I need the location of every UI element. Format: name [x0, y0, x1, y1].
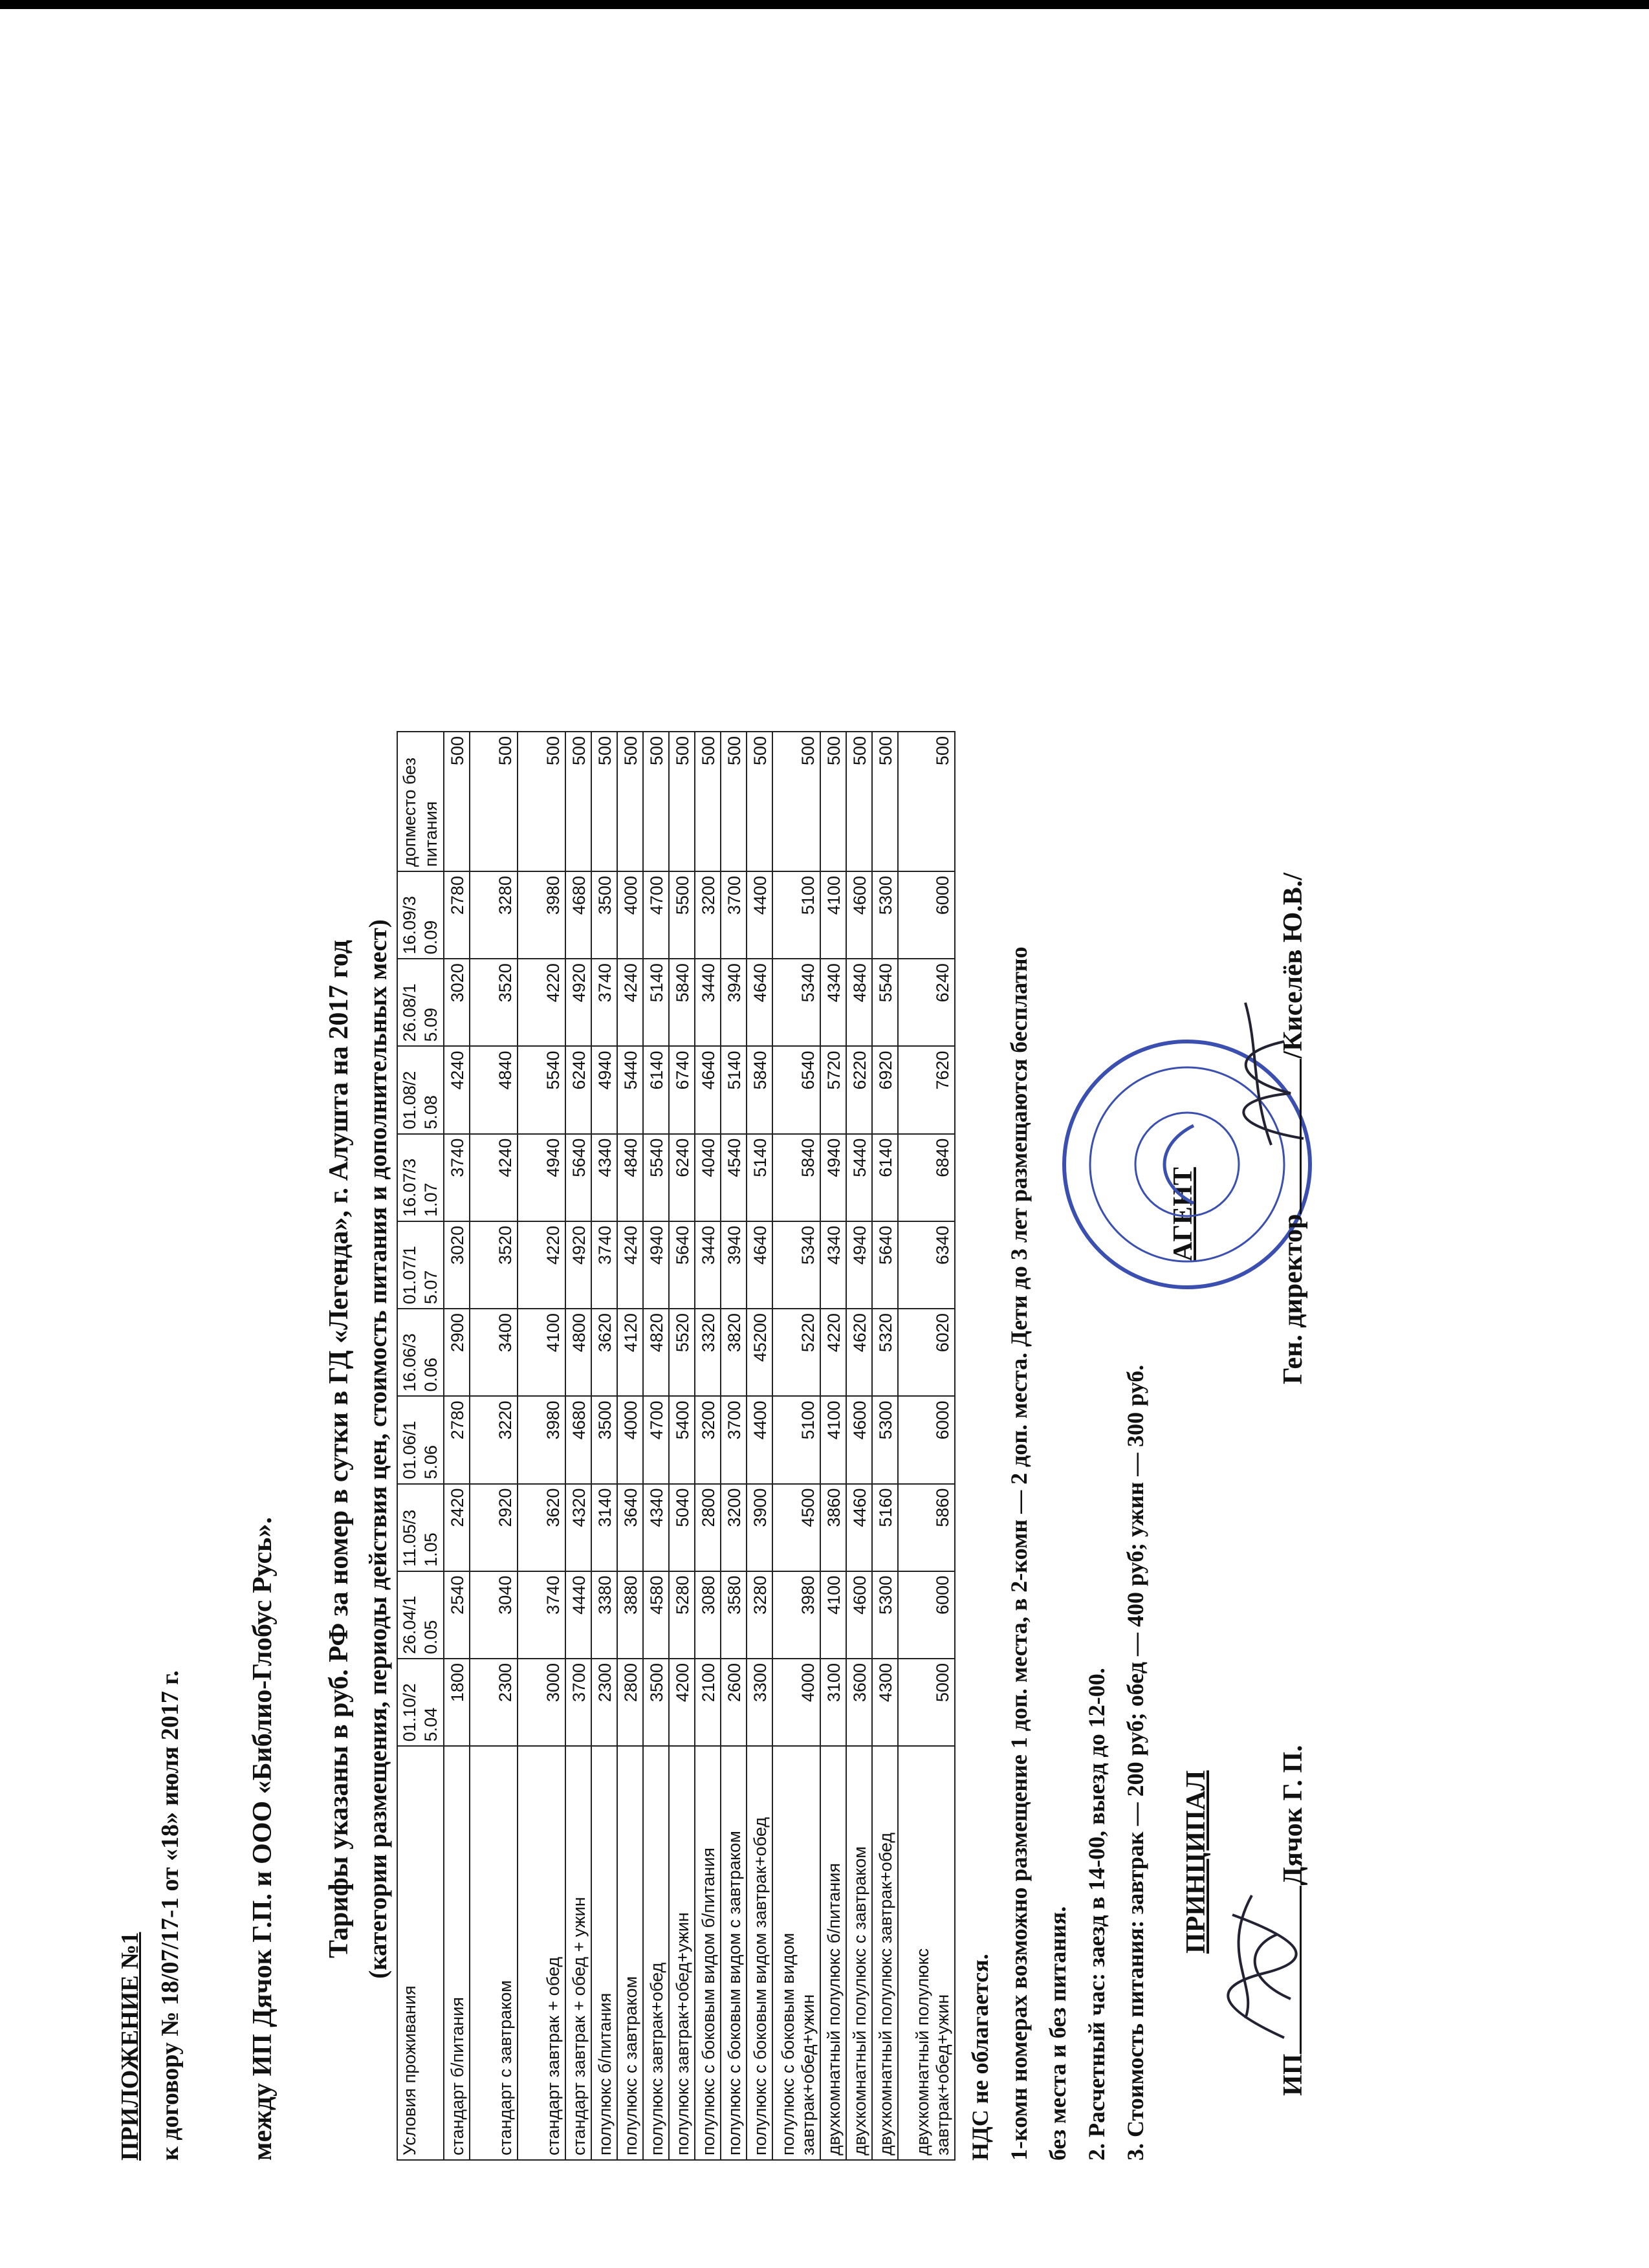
rotated-document: [110, 91, 1533, 2161]
room-condition-cell: [747, 1746, 772, 2160]
price-cell: 6340: [898, 1221, 955, 1309]
room-condition-text: полулюкс с завтраком: [621, 1976, 640, 2155]
price-cell: 500: [772, 732, 820, 871]
price-cell: 500: [518, 732, 565, 871]
note-2: 2. Расчетный час: заезд в 14-00, выезд до 12-00.: [1084, 1668, 1109, 2161]
price-cell: 500: [565, 732, 591, 871]
price-cell: 500: [820, 732, 846, 871]
price-cell: 3500: [643, 1659, 669, 1746]
price-cell: 2800: [617, 1659, 643, 1746]
room-condition-cell: [721, 1746, 747, 2160]
price-cell: 4240: [617, 1221, 643, 1309]
price-cell: 4200: [669, 1659, 695, 1746]
price-cell: 500: [721, 732, 747, 871]
price-cell: 4220: [518, 1221, 565, 1309]
period-column-header: 16.06/3 0.06: [397, 1309, 444, 1396]
price-cell: 4820: [643, 1309, 669, 1396]
price-cell: 6140: [872, 1134, 898, 1221]
price-cell: 4500: [772, 1484, 820, 1571]
price-cell: 4840: [470, 1046, 518, 1133]
room-condition-cell: [444, 1746, 470, 2160]
tariff-title: Тарифы указаны в руб. РФ за номер в сутки в ГД «Легенда», г. Алушта на 2017 год: [324, 940, 354, 1958]
room-condition-cell: [772, 1746, 820, 2160]
price-cell: 3100: [820, 1659, 846, 1746]
price-cell: 1800: [444, 1659, 470, 1746]
price-cell: 4940: [846, 1221, 872, 1309]
table-row: [470, 732, 518, 2160]
extra-bed-column-header: допместо без питания: [397, 732, 444, 871]
price-cell: 6240: [669, 1134, 695, 1221]
agent-name: /Киселёв Ю.В./: [1278, 873, 1308, 1059]
notes-block: [961, 705, 1155, 2161]
vat-note: НДС не облагается.: [967, 1954, 993, 2161]
price-cell: 5440: [617, 1046, 643, 1133]
table-row: [518, 732, 565, 2160]
room-condition-text: полулюкс с боковым видом завтрак+обед: [750, 1817, 770, 2155]
price-cell: 2800: [695, 1484, 721, 1571]
room-condition-text: завтрак+обед+ужин: [798, 1994, 818, 2155]
table-row: [872, 732, 898, 2160]
price-cell: 3740: [444, 1134, 470, 1221]
price-cell: 4940: [591, 1046, 617, 1133]
price-cell: 2600: [721, 1659, 747, 1746]
price-cell: 5720: [820, 1046, 846, 1133]
price-cell: 6220: [846, 1046, 872, 1133]
table-row: [898, 732, 955, 2160]
price-cell: 3080: [695, 1571, 721, 1659]
room-condition-text: двухкомнатный полулюкс: [913, 1948, 932, 2155]
room-condition-text: стандарт б/питания: [448, 1997, 467, 2155]
room-condition-text: двухкомнатный полулюкс б/питания: [824, 1863, 844, 2155]
table-row: [591, 732, 617, 2160]
price-cell: 5300: [872, 1396, 898, 1483]
parties-line: между ИП Дячок Г.П. и ООО «Библио-Глобус Русь».: [248, 1517, 278, 2161]
price-cell: 6240: [565, 1046, 591, 1133]
scan-top-edge: [0, 0, 1649, 9]
period-column-header: 26.08/1 5.09: [397, 959, 444, 1046]
price-cell: 3500: [591, 871, 617, 959]
price-cell: 3740: [591, 959, 617, 1046]
agent-prefix: Ген. директор: [1278, 1214, 1308, 1384]
price-cell: 4840: [617, 1134, 643, 1221]
price-cell: 500: [643, 732, 669, 871]
price-cell: 3580: [721, 1571, 747, 1659]
price-cell: 4100: [518, 1309, 565, 1396]
price-cell: 3620: [518, 1484, 565, 1571]
price-cell: 3280: [470, 871, 518, 959]
price-cell: 500: [872, 732, 898, 871]
price-cell: 4940: [643, 1221, 669, 1309]
price-cell: 6240: [898, 959, 955, 1046]
period-column-header: 01.10/2 5.04: [397, 1659, 444, 1746]
price-cell: 5300: [872, 1571, 898, 1659]
price-cell: 3700: [721, 1396, 747, 1483]
price-cell: 5000: [898, 1659, 955, 1746]
price-cell: 5500: [669, 871, 695, 959]
price-cell: 3380: [591, 1571, 617, 1659]
price-cell: 4600: [846, 1571, 872, 1659]
price-cell: 4580: [643, 1571, 669, 1659]
room-condition-cell: [565, 1746, 591, 2160]
price-cell: 5140: [643, 959, 669, 1046]
annex-title: ПРИЛОЖЕНИЕ №1: [116, 1932, 144, 2161]
price-cell: 2780: [444, 1396, 470, 1483]
price-cell: 3220: [470, 1396, 518, 1483]
price-cell: 6000: [898, 1571, 955, 1659]
price-cell: 4100: [820, 1396, 846, 1483]
price-cell: 500: [470, 732, 518, 871]
price-cell: 3740: [591, 1221, 617, 1309]
price-cell: 6000: [898, 1396, 955, 1483]
room-condition-cell: [898, 1746, 955, 2160]
price-cell: 5300: [872, 871, 898, 959]
price-cell: 6540: [772, 1046, 820, 1133]
price-cell: 6020: [898, 1309, 955, 1396]
price-cell: 4640: [747, 1221, 772, 1309]
price-cell: 5140: [721, 1046, 747, 1133]
price-cell: 5640: [565, 1134, 591, 1221]
price-cell: 3020: [444, 1221, 470, 1309]
price-cell: 4340: [643, 1484, 669, 1571]
room-condition-text: полулюкс завтрак+обед+ужин: [673, 1912, 692, 2155]
room-condition-text: полулюкс с боковым видом: [778, 1932, 798, 2155]
contract-reference: к договору № 18/07/17-1 от «18» июля 2017 г.: [157, 1670, 184, 2161]
period-column-header: 01.08/2 5.08: [397, 1046, 444, 1133]
price-cell: 500: [591, 732, 617, 871]
price-cell: 3620: [591, 1309, 617, 1396]
price-cell: 3300: [747, 1659, 772, 1746]
price-cell: 500: [898, 732, 955, 871]
price-cell: 500: [846, 732, 872, 871]
price-cell: 6740: [669, 1046, 695, 1133]
room-condition-text: завтрак+обед+ужин: [933, 1994, 952, 2155]
price-cell: 500: [617, 732, 643, 871]
price-cell: 4220: [820, 1309, 846, 1396]
price-cell: 500: [695, 732, 721, 871]
price-cell: 2900: [444, 1309, 470, 1396]
price-cell: 4400: [747, 1396, 772, 1483]
price-cell: 3200: [695, 871, 721, 959]
room-condition-text: двухкомнатный полулюкс завтрак+обед: [876, 1832, 895, 2155]
price-cell: 3000: [518, 1659, 565, 1746]
price-cell: 3820: [721, 1309, 747, 1396]
price-cell: 4920: [565, 959, 591, 1046]
price-cell: 45200: [747, 1309, 772, 1396]
price-cell: 500: [669, 732, 695, 871]
price-cell: 5280: [669, 1571, 695, 1659]
price-cell: 4600: [846, 1396, 872, 1483]
price-cell: 5140: [747, 1134, 772, 1221]
note-1: 1-комн номерах возможно размещение 1 доп. места, в 2-комн — 2 доп. места. Дети до 3 лет размещаются бесплатно: [1006, 946, 1032, 2161]
price-cell: 4940: [820, 1134, 846, 1221]
price-cell: 3140: [591, 1484, 617, 1571]
table-row: [820, 732, 846, 2160]
price-cell: 5340: [772, 959, 820, 1046]
price-cell: 3520: [470, 1221, 518, 1309]
table-header-row: [397, 732, 444, 2160]
price-cell: 5440: [846, 1134, 872, 1221]
period-column-header: 16.07/3 1.07: [397, 1134, 444, 1221]
price-cell: 3040: [470, 1571, 518, 1659]
period-column-header: 01.06/1 5.06: [397, 1396, 444, 1483]
price-cell: 4240: [444, 1046, 470, 1133]
price-cell: 3320: [695, 1309, 721, 1396]
room-condition-cell: [846, 1746, 872, 2160]
price-cell: 4400: [747, 871, 772, 959]
period-column-header: 16.09/3 0.09: [397, 871, 444, 959]
price-cell: 4640: [747, 959, 772, 1046]
period-column-header: 26.04/1 0.05: [397, 1571, 444, 1659]
table-row: [669, 732, 695, 2160]
price-cell: 5340: [772, 1221, 820, 1309]
table-row: [772, 732, 820, 2160]
room-condition-text: полулюкс завтрак+обед: [647, 1962, 666, 2155]
table-row: [695, 732, 721, 2160]
price-cell: 2300: [591, 1659, 617, 1746]
room-condition-text: полулюкс с боковым видом б/питания: [699, 1848, 718, 2155]
price-cell: 4040: [695, 1134, 721, 1221]
price-cell: 4540: [721, 1134, 747, 1221]
price-cell: 4240: [617, 959, 643, 1046]
principal-title: ПРИНЦИПАЛ: [1181, 1770, 1211, 1954]
price-cell: 4620: [846, 1309, 872, 1396]
price-cell: 6920: [872, 1046, 898, 1133]
price-cell: 5840: [747, 1046, 772, 1133]
room-condition-text: стандарт завтрак + обед + ужин: [569, 1897, 589, 2155]
table-row: [643, 732, 669, 2160]
price-cell: 4680: [565, 1396, 591, 1483]
price-cell: 4340: [820, 959, 846, 1046]
principal-signature-line: [1278, 1745, 1309, 2096]
price-cell: 5860: [898, 1484, 955, 1571]
price-cell: 3520: [470, 959, 518, 1046]
price-cell: 2300: [470, 1659, 518, 1746]
price-cell: 5520: [669, 1309, 695, 1396]
price-cell: 3440: [695, 1221, 721, 1309]
condition-column-header: Условия проживания: [397, 1746, 444, 2160]
room-condition-cell: [872, 1746, 898, 2160]
note-3: 3. Стоимость питания: завтрак — 200 руб; обед — 400 руб; ужин — 300 руб.: [1122, 1364, 1148, 2161]
room-condition-cell: [470, 1746, 518, 2160]
price-cell: 4460: [846, 1484, 872, 1571]
tariff-subtitle: (категории размещения, периоды действия цен, стоимость питания и дополнительных мест): [364, 919, 392, 1979]
price-cell: 5220: [772, 1309, 820, 1396]
price-cell: 3500: [591, 1396, 617, 1483]
principal-prefix: ИП: [1278, 2053, 1308, 2096]
room-condition-cell: [643, 1746, 669, 2160]
price-cell: 5100: [772, 1396, 820, 1483]
price-cell: 2420: [444, 1484, 470, 1571]
table-row: [747, 732, 772, 2160]
price-cell: 3700: [721, 871, 747, 959]
room-condition-text: стандарт завтрак + обед: [543, 1956, 563, 2155]
price-cell: 3980: [518, 871, 565, 959]
price-cell: 3940: [721, 959, 747, 1046]
price-cell: 2100: [695, 1659, 721, 1746]
price-cell: 3940: [721, 1221, 747, 1309]
price-cell: 3880: [617, 1571, 643, 1659]
price-cell: 5840: [669, 959, 695, 1046]
price-cell: 4700: [643, 1396, 669, 1483]
table-body: [444, 732, 955, 2160]
room-condition-cell: [695, 1746, 721, 2160]
price-cell: 4680: [565, 871, 591, 959]
price-cell: 4220: [518, 959, 565, 1046]
price-cell: 3900: [747, 1484, 772, 1571]
price-cell: 500: [747, 732, 772, 871]
price-cell: 6000: [898, 871, 955, 959]
price-cell: 3980: [518, 1396, 565, 1483]
price-cell: 4100: [820, 871, 846, 959]
room-condition-cell: [820, 1746, 846, 2160]
agent-title: АГЕНТ: [1168, 1167, 1198, 1261]
price-cell: 5840: [772, 1134, 820, 1221]
price-cell: 2780: [444, 871, 470, 959]
price-cell: 7620: [898, 1046, 955, 1133]
price-cell: 6140: [643, 1046, 669, 1133]
price-cell: 3860: [820, 1484, 846, 1571]
price-cell: 4100: [820, 1571, 846, 1659]
price-cell: 4240: [470, 1134, 518, 1221]
room-condition-cell: [518, 1746, 565, 2160]
price-cell: 3740: [518, 1571, 565, 1659]
price-cell: 3440: [695, 959, 721, 1046]
room-condition-cell: [591, 1746, 617, 2160]
price-cell: 3980: [772, 1571, 820, 1659]
table-row: [617, 732, 643, 2160]
price-cell: 4320: [565, 1484, 591, 1571]
price-cell: 2540: [444, 1571, 470, 1659]
price-cell: 6840: [898, 1134, 955, 1221]
price-cell: 3020: [444, 959, 470, 1046]
price-cell: 4120: [617, 1309, 643, 1396]
price-cell: 5040: [669, 1484, 695, 1571]
price-cell: 4440: [565, 1571, 591, 1659]
price-cell: 3400: [470, 1309, 518, 1396]
price-cell: 4940: [518, 1134, 565, 1221]
price-cell: 3600: [846, 1659, 872, 1746]
price-cell: 3700: [565, 1659, 591, 1746]
room-condition-text: полулюкс б/питания: [595, 1992, 615, 2155]
document-header: [110, 91, 190, 2161]
price-cell: 4920: [565, 1221, 591, 1309]
table-row: [444, 732, 470, 2160]
price-cell: 5640: [872, 1221, 898, 1309]
price-cell: 5540: [643, 1134, 669, 1221]
note-1-cont: без места и без питания.: [1045, 1906, 1071, 2161]
price-cell: 5400: [669, 1396, 695, 1483]
price-cell: 3280: [747, 1571, 772, 1659]
price-cell: 4840: [846, 959, 872, 1046]
room-condition-cell: [669, 1746, 695, 2160]
room-condition-text: полулюкс с боковым видом с завтраком: [725, 1831, 744, 2155]
price-cell: 5100: [772, 871, 820, 959]
period-column-header: 01.07/1 5.07: [397, 1221, 444, 1309]
signatures-block: [1155, 673, 1368, 2161]
price-cell: 3200: [721, 1484, 747, 1571]
price-cell: 5640: [669, 1221, 695, 1309]
price-cell: 4600: [846, 871, 872, 959]
table-row: [846, 732, 872, 2160]
price-cell: 4000: [772, 1659, 820, 1746]
agent-signature-line: [1278, 873, 1309, 1384]
principal-name: Дячок Г. П.: [1278, 1745, 1308, 1886]
price-cell: 4640: [695, 1046, 721, 1133]
price-cell: 4000: [617, 871, 643, 959]
price-cell: 4340: [820, 1221, 846, 1309]
room-condition-cell: [617, 1746, 643, 2160]
price-cell: 4000: [617, 1396, 643, 1483]
room-condition-text: двухкомнатный полулюкс с завтраком: [850, 1846, 869, 2155]
price-cell: 3200: [695, 1396, 721, 1483]
price-cell: 500: [444, 732, 470, 871]
room-condition-text: стандарт с завтраком: [496, 1980, 515, 2155]
price-cell: 4340: [591, 1134, 617, 1221]
table-row: [721, 732, 747, 2160]
price-cell: 5320: [872, 1309, 898, 1396]
price-cell: 4800: [565, 1309, 591, 1396]
price-cell: 5160: [872, 1484, 898, 1571]
price-cell: 3640: [617, 1484, 643, 1571]
price-cell: 4300: [872, 1659, 898, 1746]
price-cell: 5540: [872, 959, 898, 1046]
tariff-table: [397, 731, 956, 2161]
price-cell: 2920: [470, 1484, 518, 1571]
period-column-header: 11.05/3 1.05: [397, 1484, 444, 1571]
price-cell: 5540: [518, 1046, 565, 1133]
table-row: [565, 732, 591, 2160]
price-cell: 4700: [643, 871, 669, 959]
